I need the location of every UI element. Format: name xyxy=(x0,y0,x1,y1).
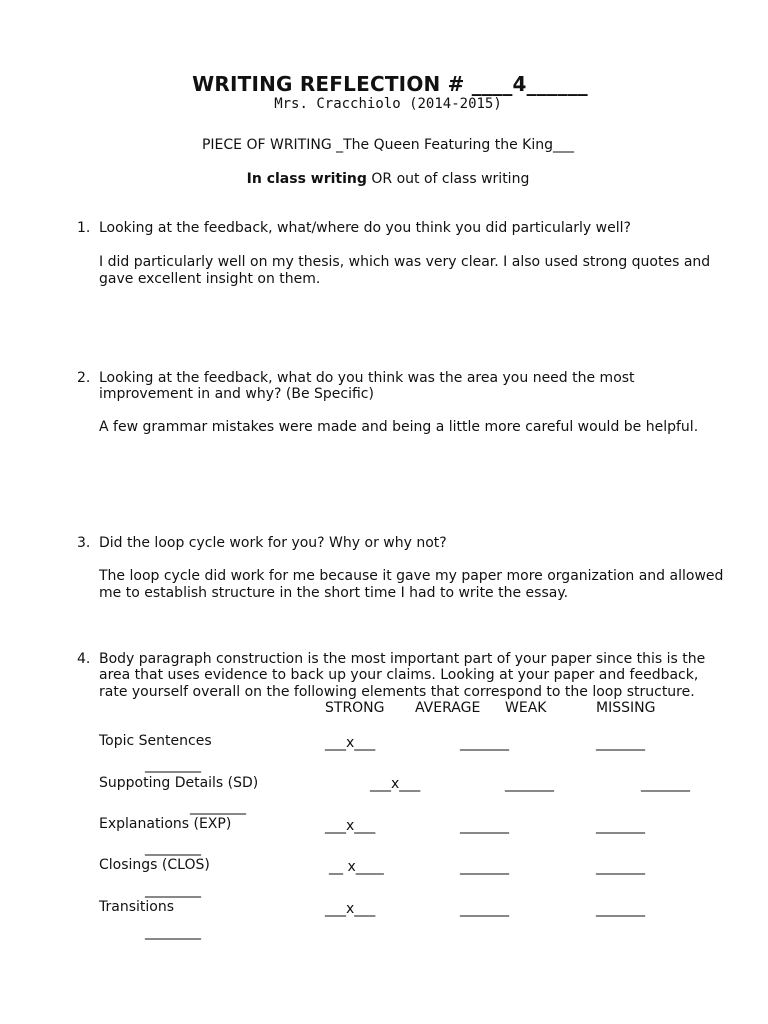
class-writing-line xyxy=(0,171,768,187)
rating-row-explanations-missing: ________ xyxy=(145,840,201,856)
rating-row-supporting-details-label: Suppoting Details (SD) xyxy=(99,775,259,791)
teacher-line: Mrs. Cracchiolo (2014-2015) xyxy=(274,96,502,112)
rating-row-transitions-label: Transitions xyxy=(99,899,174,915)
column-header-weak: WEAK xyxy=(505,700,547,716)
column-header-strong: STRONG xyxy=(325,700,385,716)
question-4-prompt-line-1: Body paragraph construction is the most important part of your paper since this is the xyxy=(99,651,706,667)
rating-row-transitions-average: _______ xyxy=(460,901,509,917)
rating-row-closings-strong: __ x____ xyxy=(329,859,384,875)
question-4-number: 4. xyxy=(77,651,91,667)
rating-row-supporting-details-missing: ________ xyxy=(190,799,246,815)
rating-row-explanations-weak: _______ xyxy=(596,818,645,834)
question-1-prompt: Looking at the feedback, what/where do you think you did particularly well? xyxy=(99,220,631,236)
rating-row-closings-average: _______ xyxy=(460,859,509,875)
rating-row-supporting-details-strong: ___x___ xyxy=(370,776,421,792)
question-4-prompt-line-2: area that uses evidence to back up your claims. Looking at your paper and feedback, xyxy=(99,667,699,683)
rating-row-topic-sentences-weak: _______ xyxy=(596,735,645,751)
question-4-prompt-line-3: rate yourself overall on the following elements that correspond to the loop structure. xyxy=(99,684,695,700)
question-3-prompt: Did the loop cycle work for you? Why or why not? xyxy=(99,535,447,551)
rating-row-supporting-details-weak: _______ xyxy=(641,776,690,792)
rating-row-explanations-label: Explanations (EXP) xyxy=(99,816,232,832)
column-header-average: AVERAGE xyxy=(415,700,481,716)
rating-row-closings-label: Closings (CLOS) xyxy=(99,857,210,873)
question-3-answer-line-1: The loop cycle did work for me because it gave my paper more organization and allowed xyxy=(99,568,724,584)
question-2-number: 2. xyxy=(77,370,91,386)
out-of-class-writing-label: OR out of class writing xyxy=(366,171,530,187)
question-3-answer-line-2: me to establish structure in the short time I had to write the essay. xyxy=(99,585,569,601)
rating-row-explanations-average: _______ xyxy=(460,818,509,834)
question-1-answer-line-1: I did particularly well on my thesis, which was very clear. I also used strong quotes and xyxy=(99,254,711,270)
rating-row-topic-sentences-strong: ___x___ xyxy=(325,735,376,751)
question-2-prompt-line-2: improvement in and why? (Be Specific) xyxy=(99,386,374,402)
in-class-writing-label: In class writing xyxy=(246,171,367,187)
rating-row-topic-sentences-average: _______ xyxy=(460,735,509,751)
question-2-prompt-line-1: Looking at the feedback, what do you think was the area you need the most xyxy=(99,370,635,386)
question-1-answer-line-2: gave excellent insight on them. xyxy=(99,271,321,287)
rating-row-topic-sentences-missing: ________ xyxy=(145,757,201,773)
piece-of-writing-line: PIECE OF WRITING _The Queen Featuring the King___ xyxy=(201,137,575,153)
question-1-number: 1. xyxy=(77,220,91,236)
rating-row-closings-missing: ________ xyxy=(145,882,201,898)
rating-row-explanations-strong: ___x___ xyxy=(325,818,376,834)
rating-row-transitions-missing: ________ xyxy=(145,924,201,940)
rating-row-transitions-weak: _______ xyxy=(596,901,645,917)
question-3-number: 3. xyxy=(77,535,91,551)
column-header-missing: MISSING xyxy=(596,700,656,716)
page-title: WRITING REFLECTION # ____4______ xyxy=(192,72,588,96)
rating-row-closings-weak: _______ xyxy=(596,859,645,875)
rating-row-topic-sentences-label: Topic Sentences xyxy=(99,733,212,749)
rating-row-transitions-strong: ___x___ xyxy=(325,901,376,917)
question-2-answer-line-1: A few grammar mistakes were made and being a little more careful would be helpful. xyxy=(99,419,699,435)
rating-row-supporting-details-average: _______ xyxy=(505,776,554,792)
